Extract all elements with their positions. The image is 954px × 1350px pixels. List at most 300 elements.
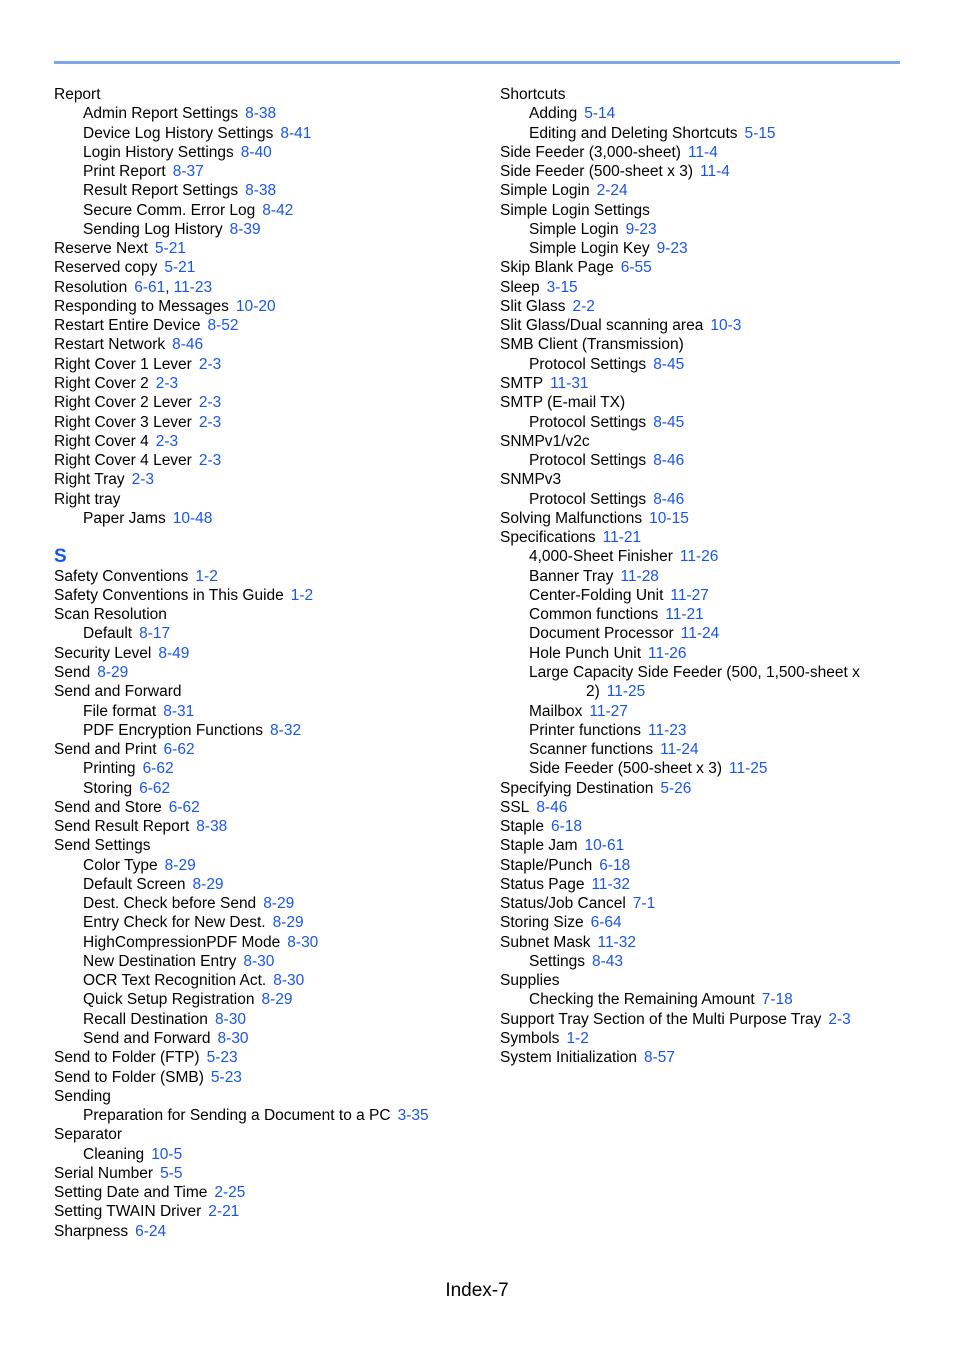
index-term: Adding [529,105,578,123]
index-subentry [54,104,484,123]
index-term: Settings [529,952,586,970]
index-term: Slit Glass/Dual scanning area [500,317,704,335]
page-ref-link[interactable]: 11-31 [550,374,589,392]
index-term: Default Screen [83,875,186,893]
index-term: Right Cover 4 Lever [54,452,192,470]
index-term: Secure Comm. Error Log [83,201,256,219]
index-subentry [54,759,484,778]
page-ref-link[interactable]: 8-45 [653,355,685,373]
index-term: Editing and Deleting Shortcuts [529,124,738,142]
index-entry [500,393,890,412]
index-entry [500,335,890,354]
index-term: File format [83,702,157,720]
index-term: Simple Login [529,220,619,238]
page-ref-link[interactable]: 8-30 [243,952,275,970]
index-term: Send Result Report [54,818,190,836]
page-ref-link[interactable]: 5-26 [660,779,692,797]
page-ref-link[interactable]: 11-26 [648,644,687,662]
index-term: Reserve Next [54,240,148,258]
index-subentry [54,894,484,913]
index-entry [500,1029,890,1048]
page-ref-link[interactable]: 2-21 [208,1203,240,1221]
page-ref-link[interactable]: 6-62 [142,760,174,778]
index-entry [54,278,484,297]
index-entry [500,836,890,855]
page-ref-link[interactable]: 6-18 [550,818,582,836]
index-term: Protocol Settings [529,413,647,431]
page-ref-link[interactable]: 6-62 [139,779,171,797]
index-term: Printer functions [529,721,641,739]
index-entry [54,663,484,682]
page-ref-link[interactable]: 11-21 [602,529,642,547]
index-term: Shortcuts [500,86,566,103]
index-term: Staple [500,818,544,836]
index-entry [54,1202,484,1221]
index-term: Scan Resolution [54,606,167,624]
index-term: Reserved copy [54,259,158,277]
page-ref-link[interactable]: 6-64 [590,914,622,932]
page-ref-link[interactable]: 8-38 [196,818,228,836]
page-ref-link[interactable]: 8-38 [245,182,277,200]
page-ref-link[interactable]: 6-18 [599,856,631,874]
index-term: Right tray [54,490,121,508]
index-term: Supplies [500,972,560,990]
page-ref-link[interactable]: 10-61 [584,837,625,855]
page-ref-link[interactable]: 11-21 [665,606,704,624]
page-ref-link[interactable]: 11-24 [680,625,720,643]
page-ref-link[interactable]: 11-28 [620,567,659,585]
index-column-right [500,85,890,1068]
page-ref-link[interactable]: 8-46 [653,452,685,470]
page-ref-link[interactable]: 11-32 [597,933,636,951]
page-ref-link[interactable]: 8-40 [240,143,272,161]
page-ref-link[interactable]: 9-23 [625,220,657,238]
index-entry [54,413,484,432]
page-ref-link[interactable]: 2-3 [155,374,179,392]
index-entry [500,971,890,990]
index-entry [54,490,484,509]
header-rule [54,61,900,64]
page-ref-link[interactable]: 1-2 [566,1030,589,1048]
page-ref-link[interactable]: 8-42 [262,201,294,219]
index-entry [500,913,890,932]
page-ref-link[interactable]: 5-14 [584,105,616,123]
index-term: Print Report [83,163,166,181]
index-subentry [54,1106,484,1125]
index-term: Side Feeder (500-sheet x 3) [529,760,722,778]
index-term: Staple Jam [500,837,578,855]
page-ref-link[interactable]: 5-23 [206,1049,238,1067]
index-subentry [500,663,890,702]
index-term: Setting Date and Time [54,1184,208,1202]
index-entry [54,1164,484,1183]
index-subentry [54,124,484,143]
index-term: Banner Tray [529,567,614,585]
page-ref-link[interactable]: 11-4 [687,143,718,161]
index-term: Sleep [500,278,540,296]
index-subentry [54,181,484,200]
index-subentry [500,413,890,432]
index-entry [500,817,890,836]
index-entry [54,335,484,354]
page-ref-link[interactable]: 8-29 [164,856,196,874]
index-entry [54,1222,484,1241]
index-subentry [54,509,484,528]
index-term: Send and Forward [54,683,182,701]
page-ref-link[interactable]: 8-37 [172,163,204,181]
index-term: Document Processor [529,625,674,643]
index-term: Simple Login Key [529,240,650,258]
page-ref-link[interactable]: 1-2 [290,586,314,604]
index-entry [54,1125,484,1144]
index-subentry [54,933,484,952]
index-term: Staple/Punch [500,856,593,874]
index-term: Serial Number [54,1164,154,1182]
index-term: Scanner functions [529,741,654,759]
index-term: Send to Folder (FTP) [54,1049,200,1067]
index-subentry [54,721,484,740]
index-entry [54,682,484,701]
index-entry [54,451,484,470]
page-ref-link[interactable]: 6-61 [134,278,166,296]
page-ref-link[interactable]: 2-3 [198,413,222,431]
index-term: SSL [500,798,530,816]
index-subentry [500,586,890,605]
page-ref-link[interactable]: 11-23 [648,721,687,739]
page-ref-link[interactable]: 5-15 [744,124,776,142]
page-ref-link[interactable]: 8-46 [172,336,204,354]
index-subentry [54,702,484,721]
page-ref-link[interactable]: 7-1 [632,895,656,913]
index-subentry [54,952,484,971]
page-ref-link[interactable]: 3-35 [397,1107,429,1125]
page-ref-link[interactable]: 10-5 [151,1145,183,1163]
index-entry [500,85,890,104]
page-ref-link[interactable]: 11-23 [173,278,213,296]
index-subentry [54,875,484,894]
index-term: Right Cover 2 Lever [54,394,192,412]
index-entry [500,374,890,393]
index-entry [54,644,484,663]
index-term: Right Cover 1 Lever [54,355,192,373]
page-ref-link[interactable]: 10-48 [172,509,213,527]
page-ref-link[interactable]: 8-31 [163,702,195,720]
index-subentry [500,490,890,509]
index-term: Login History Settings [83,143,234,161]
index-term: Simple Login Settings [500,201,650,219]
page-ref-link[interactable]: 11-32 [591,875,630,893]
page-ref-link[interactable]: 11-26 [679,548,719,566]
index-term: Status/Job Cancel [500,895,626,913]
page-ref-link[interactable]: 8-39 [229,220,261,238]
index-term: Preparation for Sending a Document to a PC [83,1107,391,1125]
page-ref-link[interactable]: 6-62 [163,741,195,759]
index-subentry [500,605,890,624]
index-term: Right Cover 2 [54,374,149,392]
index-term: SNMPv1/v2c [500,432,590,450]
index-entry [54,1183,484,1202]
page-ref-link[interactable]: 8-46 [536,798,568,816]
index-entry [500,278,890,297]
index-term: Hole Punch Unit [529,644,642,662]
index-subentry [500,104,890,123]
index-term: Protocol Settings [529,452,647,470]
index-term: Protocol Settings [529,355,647,373]
index-term: Report [54,86,101,103]
index-term: Responding to Messages [54,297,229,315]
page-ref-link[interactable]: 2-3 [198,394,222,412]
index-term: Side Feeder (3,000-sheet) [500,143,681,161]
ref-separator: , [165,278,170,296]
page-ref-link[interactable]: 8-38 [245,105,277,123]
index-term: Send Settings [54,837,151,855]
index-term: Result Report Settings [83,182,239,200]
index-entry [54,239,484,258]
page-ref-link[interactable]: 8-29 [272,914,304,932]
page-ref-link[interactable]: 10-20 [235,297,276,315]
page-ref-link[interactable]: 8-32 [270,721,302,739]
page-ref-link[interactable]: 8-41 [280,124,312,142]
index-entry [54,586,484,605]
page-ref-link[interactable]: 2-3 [198,452,222,470]
index-subentry [500,624,890,643]
index-term: OCR Text Recognition Act. [83,972,267,990]
page-ref-link[interactable]: 8-30 [273,972,305,990]
page-ref-link[interactable]: 10-3 [710,317,742,335]
index-entry [54,470,484,489]
page-ref-link[interactable]: 2-24 [596,182,628,200]
index-term: Specifications [500,529,596,547]
page-ref-link[interactable]: 6-55 [620,259,652,277]
index-entry [54,567,484,586]
index-entry [500,779,890,798]
index-entry [54,798,484,817]
index-term: Slit Glass [500,297,566,315]
index-entry [500,181,890,200]
index-term: Paper Jams [83,509,166,527]
index-entry [500,528,890,547]
index-term: HighCompressionPDF Mode [83,933,281,951]
index-entry [500,933,890,952]
index-term: Admin Report Settings [83,105,239,123]
section-spacer [54,528,484,547]
page-ref-link[interactable]: 11-25 [606,683,646,701]
index-term: Quick Setup Registration [83,991,255,1009]
index-term: Restart Network [54,336,166,354]
page-ref-link[interactable]: 11-27 [670,586,709,604]
page-ref-link[interactable]: 6-62 [168,798,200,816]
index-term: Send [54,663,91,681]
index-term: Send and Forward [83,1030,211,1048]
index-term: New Destination Entry [83,952,237,970]
page-ref-link[interactable]: 8-29 [97,663,129,681]
page-ref-link[interactable]: 8-30 [287,933,319,951]
index-entry [54,1068,484,1087]
index-subentry [54,779,484,798]
index-entry [500,432,890,451]
page-ref-link[interactable]: 5-21 [154,240,186,258]
index-term: SMTP (E-mail TX) [500,394,626,412]
index-term: Skip Blank Page [500,259,614,277]
index-term: Restart Entire Device [54,317,201,335]
index-term: PDF Encryption Functions [83,721,264,739]
index-subentry [500,355,890,374]
index-term: Solving Malfunctions [500,509,643,527]
page-ref-link[interactable]: 1-2 [195,567,218,585]
index-term: Side Feeder (500-sheet x 3) [500,163,693,181]
index-term: Setting TWAIN Driver [54,1203,202,1221]
page-ref-link[interactable]: 9-23 [656,240,688,258]
index-term: Recall Destination [83,1010,208,1028]
page-ref-link[interactable]: 8-46 [653,490,685,508]
index-entry [54,836,484,855]
page-ref-link[interactable]: 8-29 [263,895,295,913]
index-entry [54,355,484,374]
index-term: SMB Client (Transmission) [500,336,684,354]
index-entry [500,297,890,316]
page-ref-link[interactable]: 5-5 [160,1164,183,1182]
page-ref-link[interactable]: 11-27 [589,702,628,720]
index-entry [500,162,890,181]
page-ref-link[interactable]: 2-3 [155,432,179,450]
index-entry [500,316,890,335]
index-term: Security Level [54,644,152,662]
index-term: Symbols [500,1030,560,1048]
index-term: Safety Conventions [54,567,189,585]
index-term: Color Type [83,856,158,874]
index-term: Specifying Destination [500,779,654,797]
index-term: SNMPv3 [500,471,562,489]
index-term: Sending [54,1087,111,1105]
page-ref-link[interactable]: 8-29 [192,875,224,893]
page-ref-link[interactable]: 2-3 [828,1010,851,1028]
index-term: Entry Check for New Dest. [83,914,266,932]
page-ref-link[interactable]: 8-30 [217,1030,249,1048]
index-subentry [54,913,484,932]
index-term: Mailbox [529,702,583,720]
page-ref-link[interactable]: 2-25 [214,1184,246,1202]
index-subentry [500,702,890,721]
page-ref-link[interactable]: 2-3 [198,355,222,373]
index-term: Right Cover 4 [54,432,149,450]
page-ref-link[interactable]: 8-30 [214,1010,246,1028]
index-subentry [54,162,484,181]
index-entry [54,85,484,104]
page-ref-link[interactable]: 2-2 [572,297,595,315]
index-entry [54,432,484,451]
index-entry [500,258,890,277]
index-subentry [500,124,890,143]
page-ref-link[interactable]: 5-23 [210,1068,242,1086]
index-entry [500,143,890,162]
index-entry [54,605,484,624]
index-subentry [500,547,890,566]
index-entry [54,393,484,412]
index-subentry [54,1145,484,1164]
page-ref-link[interactable]: 8-43 [592,952,624,970]
index-entry [500,470,890,489]
page-ref-link[interactable]: 5-21 [164,259,196,277]
index-term: Large Capacity Side Feeder (500, 1,500-sheet x 2) [529,663,860,701]
page-ref-link[interactable]: 8-49 [158,644,190,662]
index-subentry [500,451,890,470]
index-entry [54,1087,484,1106]
index-subentry [500,740,890,759]
page-ref-link[interactable]: 8-45 [653,413,685,431]
index-term: Sharpness [54,1222,129,1240]
page-ref-link[interactable]: 8-57 [643,1049,676,1067]
page-ref-link[interactable]: 8-29 [261,991,293,1009]
index-term: SMTP [500,374,544,392]
index-entry [500,875,890,894]
page-ref-link[interactable]: 10-15 [649,509,689,527]
index-term: Center-Folding Unit [529,586,664,604]
index-term: Resolution [54,278,128,296]
index-subentry [54,856,484,875]
index-entry [500,509,890,528]
page-ref-link[interactable]: 7-18 [761,991,793,1009]
page-ref-link[interactable]: 11-25 [729,760,768,778]
index-term: Storing Size [500,914,584,932]
index-term: Send and Store [54,798,162,816]
index-entry [500,894,890,913]
index-term: Default [83,625,133,643]
index-entry [54,258,484,277]
index-term: Device Log History Settings [83,124,274,142]
index-subentry [54,990,484,1009]
page-ref-link[interactable]: 8-52 [207,317,239,335]
index-entry [54,297,484,316]
index-term: Subnet Mask [500,933,591,951]
index-subentry [500,990,890,1009]
index-entry [500,201,890,220]
index-term: System Initialization [500,1049,637,1067]
page-number: Index-7 [445,1280,509,1301]
index-column-left [54,85,484,1241]
index-term: Sending Log History [83,220,223,238]
page-ref-link[interactable]: 6-24 [135,1222,167,1240]
index-subentry [54,624,484,643]
index-term: Checking the Remaining Amount [529,991,755,1009]
index-term: Send and Print [54,741,157,759]
index-subentry [54,201,484,220]
index-subentry [500,759,890,778]
index-entry [54,316,484,335]
page-ref-link[interactable]: 3-15 [546,278,578,296]
index-entry [54,740,484,759]
index-term: Cleaning [83,1145,145,1163]
page-ref-link[interactable]: 8-17 [139,625,171,643]
index-entry [500,1010,890,1029]
index-entry [500,856,890,875]
page-ref-link[interactable]: 2-3 [131,471,155,489]
index-entry [500,798,890,817]
index-term: Right Cover 3 Lever [54,413,192,431]
page-ref-link[interactable]: 11-24 [660,741,699,759]
index-subentry [500,721,890,740]
index-term: Safety Conventions in This Guide [54,586,284,604]
index-term: Support Tray Section of the Multi Purpose Tray [500,1010,822,1028]
page-ref-link[interactable]: 11-4 [700,163,730,181]
index-subentry [500,567,890,586]
index-entry [54,1048,484,1067]
index-subentry [54,1029,484,1048]
index-subentry [500,220,890,239]
index-term: Simple Login [500,182,590,200]
index-term: 4,000-Sheet Finisher [529,548,673,566]
index-subentry [500,952,890,971]
index-subentry [54,1010,484,1029]
